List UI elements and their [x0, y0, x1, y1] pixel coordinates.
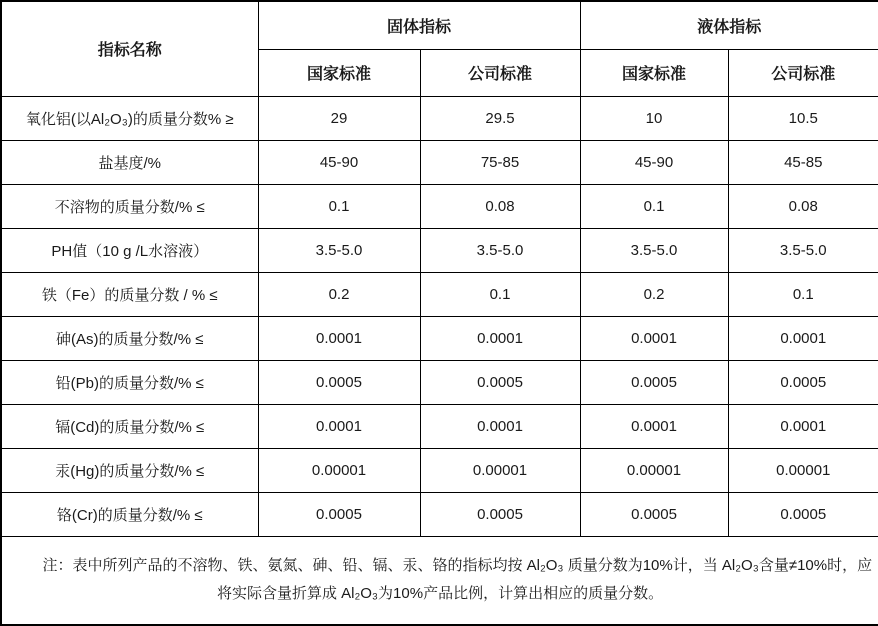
value-cell: 45-85	[728, 140, 878, 184]
header-solid-company: 公司标准	[420, 49, 580, 96]
value-cell: 10	[580, 96, 728, 140]
value-cell: 0.0001	[420, 404, 580, 448]
header-liquid-company: 公司标准	[728, 49, 878, 96]
value-cell: 0.0005	[580, 492, 728, 536]
value-cell: 0.0001	[728, 404, 878, 448]
header-solid-national: 国家标准	[258, 49, 420, 96]
value-cell: 45-90	[258, 140, 420, 184]
table-row-cadmium	[1, 404, 878, 448]
value-cell: 75-85	[420, 140, 580, 184]
row-label: 砷(As)的质量分数/% ≤	[1, 316, 258, 360]
value-cell: 0.0005	[420, 360, 580, 404]
row-label: 汞(Hg)的质量分数/% ≤	[1, 448, 258, 492]
value-cell: 0.1	[580, 184, 728, 228]
row-label: 不溶物的质量分数/% ≤	[1, 184, 258, 228]
value-cell: 0.0001	[258, 316, 420, 360]
value-cell: 0.08	[728, 184, 878, 228]
value-cell: 0.1	[258, 184, 420, 228]
table-row-basicity	[1, 140, 878, 184]
table-row-alumina	[1, 96, 878, 140]
header-indicator-name: 指标名称	[1, 1, 258, 96]
value-cell: 0.0005	[580, 360, 728, 404]
value-cell: 0.0001	[258, 404, 420, 448]
row-label: PH值（10 g /L水溶液）	[1, 228, 258, 272]
value-cell: 0.0005	[258, 492, 420, 536]
header-liquid-national: 国家标准	[580, 49, 728, 96]
value-cell: 3.5-5.0	[728, 228, 878, 272]
table-row-ph	[1, 228, 878, 272]
value-cell: 0.0001	[580, 404, 728, 448]
value-cell: 0.0005	[728, 492, 878, 536]
value-cell: 0.0001	[728, 316, 878, 360]
value-cell: 0.0005	[258, 360, 420, 404]
header-solid-group: 固体指标	[258, 1, 580, 49]
value-cell: 0.2	[580, 272, 728, 316]
row-label: 铬(Cr)的质量分数/% ≤	[1, 492, 258, 536]
header-row-groups	[1, 1, 878, 49]
value-cell: 0.00001	[580, 448, 728, 492]
row-label: 盐基度/%	[1, 140, 258, 184]
footnote-cell	[1, 536, 878, 625]
value-cell: 3.5-5.0	[420, 228, 580, 272]
value-cell: 0.00001	[728, 448, 878, 492]
value-cell: 0.2	[258, 272, 420, 316]
value-cell: 29.5	[420, 96, 580, 140]
header-liquid-group: 液体指标	[580, 1, 878, 49]
row-label: 氧化铝(以Al₂O₃)的质量分数% ≥	[1, 96, 258, 140]
value-cell: 45-90	[580, 140, 728, 184]
note-row	[1, 536, 878, 625]
table-row-arsenic	[1, 316, 878, 360]
value-cell: 10.5	[728, 96, 878, 140]
row-label: 铁（Fe）的质量分数 / % ≤	[1, 272, 258, 316]
table-row-chromium	[1, 492, 878, 536]
table-row-insoluble	[1, 184, 878, 228]
table-row-mercury	[1, 448, 878, 492]
value-cell: 29	[258, 96, 420, 140]
table-row-iron	[1, 272, 878, 316]
value-cell: 3.5-5.0	[580, 228, 728, 272]
value-cell: 0.1	[728, 272, 878, 316]
value-cell: 0.00001	[258, 448, 420, 492]
value-cell: 0.0001	[420, 316, 580, 360]
value-cell: 0.0005	[420, 492, 580, 536]
value-cell: 3.5-5.0	[258, 228, 420, 272]
value-cell: 0.0005	[728, 360, 878, 404]
value-cell: 0.00001	[420, 448, 580, 492]
value-cell: 0.08	[420, 184, 580, 228]
footnote-text: 注：表中所列产品的不溶物、铁、氨氮、砷、铅、镉、汞、铬的指标均按 Al₂O₃ 质量分数为10%计，当 Al₂O₃含量≠10%时，应将实际含量折算成 Al₂O₃为10%产品比例，计算出相应的质量分数。	[42, 557, 873, 603]
value-cell: 0.0001	[580, 316, 728, 360]
row-label: 铅(Pb)的质量分数/% ≤	[1, 360, 258, 404]
value-cell: 0.1	[420, 272, 580, 316]
table-row-lead	[1, 360, 878, 404]
row-label: 镉(Cd)的质量分数/% ≤	[1, 404, 258, 448]
